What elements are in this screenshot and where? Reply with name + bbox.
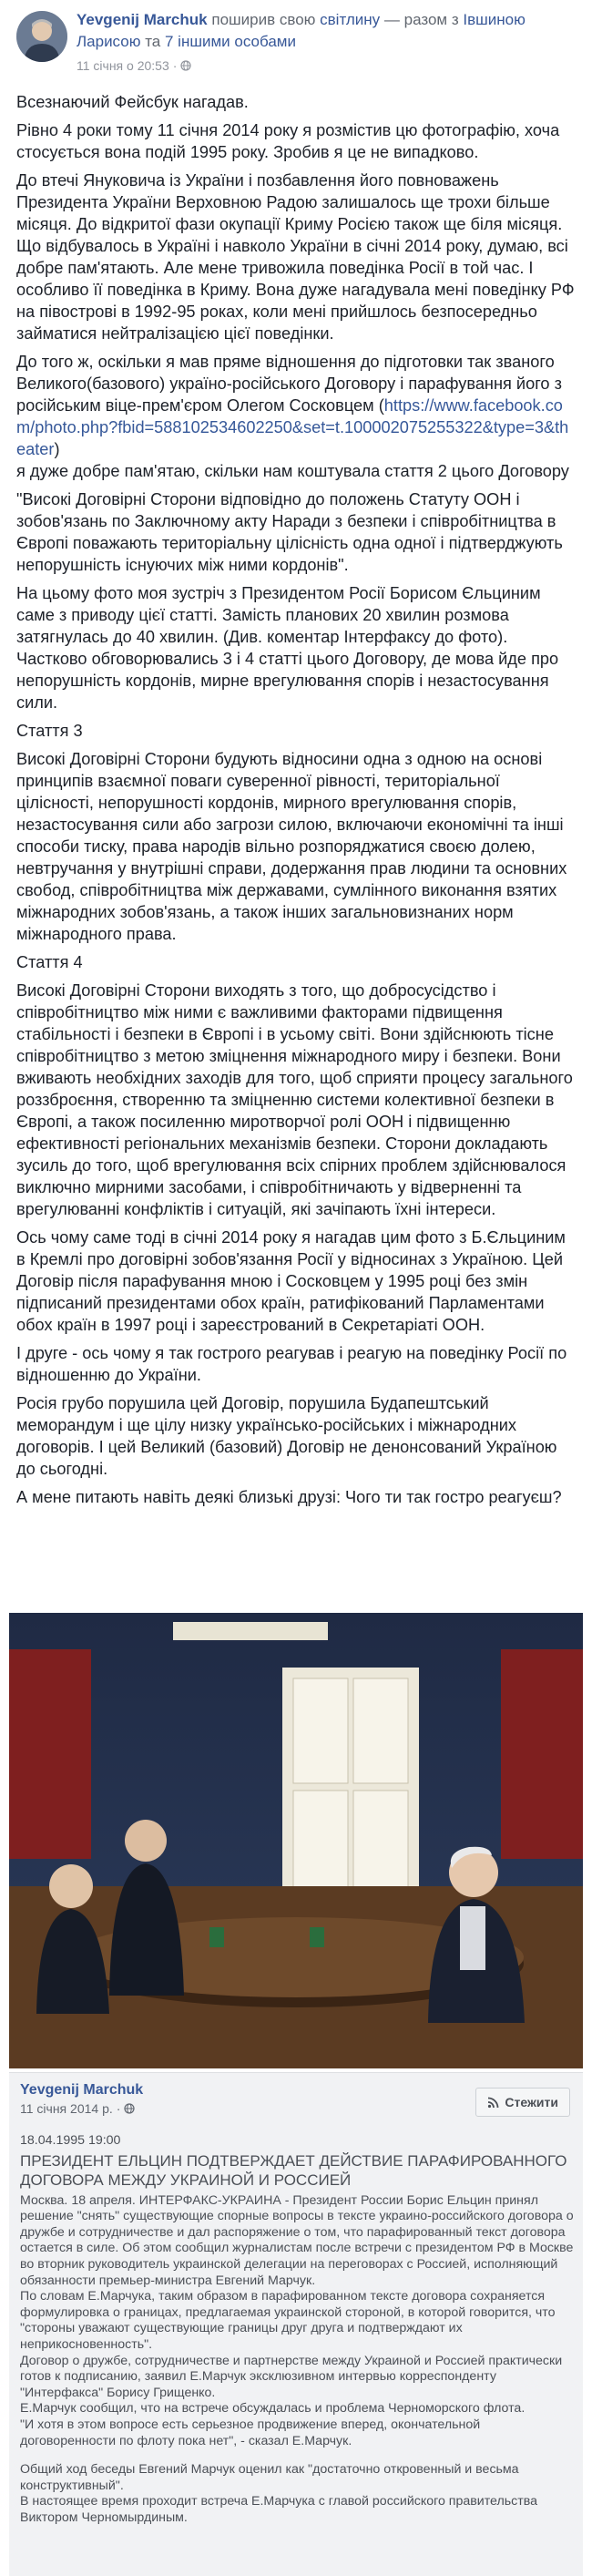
- article-heading: Стаття 4: [16, 953, 83, 971]
- post-paragraph: На цьому фото моя зустріч з Президентом Росії Борисом Єльциним саме з приводу цієї статті. Замість планових 20 хвилин розмова затягнулась до 40 хвилин. (Див. коментар Інтерфаксу до фото). Частково обговорювались 3 і 4 статті цього Договору, де мова йде про непорушність кордонів, мирне врегулювання спорів і незастосування сили.: [16, 584, 559, 712]
- header-text: [77, 9, 577, 77]
- news-text: [20, 2133, 574, 2526]
- news-paragraph: Общий ход беседы Евгений Марчук оценил как "достаточно откровенный и весьма конструктивный".: [20, 2462, 519, 2493]
- shared-news-card: [9, 2072, 583, 2576]
- news-gap: [20, 2449, 574, 2462]
- post-paragraph-with-link: [16, 351, 576, 482]
- url-close-paren: ): [54, 440, 60, 458]
- post-paragraph: "Високі Договірні Сторони відповідно до положень Статуту ООН і зобов'язань по Заключному акту Наради з безпеки і співробітництва в Європі поважають територіальну цілісність одна одної і підтверджують непорушність існуючих між ними кордонів".: [16, 490, 563, 574]
- news-paragraph: Е.Марчук сообщил, что на встрече обсуждалась и проблема Черноморского флота.: [20, 2401, 526, 2417]
- post-paragraph: І друге - ось чому я так гострого реагував і реагую на поведінку Росії по відношенню до України.: [16, 1344, 567, 1384]
- post-paragraph: Рівно 4 роки тому 11 січня 2014 року я розмістив цю фотографію, хоча стосується вона подій 1995 року. Зробив я це не випадково.: [16, 121, 560, 161]
- post-meta: [77, 55, 577, 77]
- news-paragraph: "И хотя в этом вопросе есть серьезное продвижение вперед, окончательной договоренности по флоту пока нет", - сказал Е.Марчук.: [20, 2417, 481, 2448]
- shared-author-name[interactable]: Yevgenij Marchuk: [20, 2082, 144, 2098]
- follow-button[interactable]: [475, 2088, 570, 2117]
- post-paragraph: Ось чому саме тоді в січні 2014 року я нагадав цим фото з Б.Єльциним в Кремлі про договірні зобов'язання Росії у відносинах з Україною. Цей Договір після парафування мною і Сосковцем у 1995 році без змін підписаний президентами обох країн, ратифікований Парламентами обох країн в 1997 році і зареєстрований в Секретаріаті ООН.: [16, 1228, 566, 1334]
- post-paragraph-text: До того ж, оскільки я мав пряме відношення до підготовки так званого Великого(базового) україно-російського Договору і парафування його з російським віце-прем'єром Олегом Сосковцем (: [16, 353, 562, 415]
- avatar[interactable]: [16, 11, 67, 62]
- post-header: [16, 5, 581, 87]
- author-name[interactable]: Yevgenij Marchuk: [77, 11, 208, 28]
- together-text: — разом з: [383, 11, 459, 28]
- news-headline: ПРЕЗИДЕНТ ЕЛЬЦИН ПОДТВЕРЖДАЕТ ДЕЙСТВИЕ ПАРАФИРОВАННОГО ДОГОВОРА МЕЖДУ УКРАИНОЙ И РОССИЕЙ: [20, 2151, 567, 2189]
- article-heading: Стаття 3: [16, 722, 83, 740]
- follow-label: Стежити: [505, 2095, 558, 2109]
- post-paragraph: А мене питають навіть деякі близькі друзі: Чого ти так гостро реагуєш?: [16, 1488, 562, 1506]
- meta-separator: ·: [172, 58, 178, 73]
- others-link[interactable]: 7 іншими особами: [165, 33, 296, 50]
- post-photo[interactable]: [9, 1613, 583, 2068]
- avatar-photo: [16, 11, 67, 62]
- share-action-text: поширив свою: [211, 11, 316, 28]
- post-timestamp[interactable]: 11 січня о 20:53: [77, 58, 169, 73]
- post-paragraph: Росія грубо порушила цей Договір, порушила Будапештський меморандум і ще цілу низку українсько-російських і міжнародних договорів. І цей Великий (базовий) Договір не денонсований Україною до сьогодні.: [16, 1394, 557, 1478]
- shared-date[interactable]: 11 січня 2014 р.: [20, 2101, 113, 2116]
- post-body: [16, 91, 576, 1514]
- post-paragraph: Високі Договірні Сторони будують відносини одна з одною на основі принципів взаємної поваги суверенної рівності, територіальної цілісності, непорушності кордонів, мирного врегулювання спорів, незастосування сили або загрози силою, включаючи економічні та інші способи тиску, права народів вільно розпоряджатися своєю долею, невтручання у внутрішні справи, додержання прав людини та основних свобод, співробітництва між державами, сумлінного виконання взятих міжнародних зобов'язань, а також інших загальновизнаних норм міжнародного права.: [16, 750, 567, 943]
- news-datetime: 18.04.1995 19:00: [20, 2133, 121, 2148]
- photo-link[interactable]: світлину: [320, 11, 381, 28]
- post-paragraph: Високі Договірні Сторони виходять з того, що добросусідство і співробітництво між ними є важливими факторами підвищення стабільності і безпеки в Європі і в усьому світі. Вони здійснюють тісне співробітництво з метою зміцнення міжнародного миру і безпеки. Вони вживають необхідних заходів для того, щоб сприяти процесу загального роззброєння, створенню та зміцненню системи колективної безпеки в Європі, а також посиленню миротворчої ролі ООН і підвищенню ефективності регіональних механізмів безпеки. Сторони докладають зусиль до того, щоб врегулювання всіх спірних проблем здійснювалося виключно мирними засобами, і співробітничають у відверненні та врегулюванні конфліктів і ситуацій, які зачіпають їхні інтереси.: [16, 981, 573, 1218]
- tagged-person-link[interactable]: Івшиною Ларисою: [77, 11, 526, 50]
- globe-icon[interactable]: [180, 60, 191, 71]
- rss-icon: [487, 2097, 499, 2109]
- post-paragraph: До втечі Януковича із України і позбавлення його повноважень Президента України Верховною Радою залишалось ще трохи більше місяця. До відкритої фази окупації Криму Росією також ще біля місяця. Що відбувалось в Україні і навколо України в січні 2014 року, думаю, всі добре пам'ятають. Але мене тривожила поведінка Росії в той час. І особливо її поведінка в Криму. Вона дуже нагадувала мені поведінку РФ на півострові в 1992-95 роках, коли мені прийшлось безпосередньо займатися нейтралізацією цієї поведінки.: [16, 171, 575, 343]
- news-paragraph: По словам Е.Марчука, таким образом в парафированном тексте договора сохраняется формулировка о границах, предлагаемая украинской стороной, в которой говорится, что "стороны уважают существующие границы друг друга и подтверждают их неприкосновенность".: [20, 2289, 556, 2352]
- post-paragraph: Всезнаючий Фейсбук нагадав.: [16, 93, 249, 111]
- shared-separator: ·: [116, 2101, 121, 2116]
- news-paragraph: В настоящее время проходит встреча Е.Марчука с главой российского правительства Виктором Черномырдиным.: [20, 2494, 537, 2525]
- news-paragraph: Договор о дружбе, сотрудничестве и партнерстве между Украиной и Россией практически готов к подписанию, заявил Е.Марчук эксклюзивном интервью корреспонденту "Интерфакса" Борису Грищенко.: [20, 2353, 563, 2400]
- and-text: та: [145, 33, 161, 50]
- post-paragraph-text: я дуже добре пам'ятаю, скільки нам коштувала стаття 2 цього Договору: [16, 462, 569, 480]
- photo-url-link[interactable]: https://www.facebook.com/photo.php?fbid=588102534602250&set=t.100002075255322&type=3&theater: [16, 396, 569, 458]
- globe-icon: [124, 2103, 135, 2114]
- news-paragraph: Москва. 18 апреля. ИНТЕРФАКС-УКРАИНА - Президент России Борис Ельцин принял решение "снять" существующие спорные вопросы в тексте украино-российского договора о дружбе и сотрудничестве и дал распоряжение о том, что парафированный текст договора остается в силе. Об этом сообщил журналистам после встречи с президентом РФ в Москве во вторник руководитель украинской делегации на переговорах с Россией, исполняющий обязанности премьер-министра Евгений Марчук.: [20, 2192, 574, 2288]
- kremlin-meeting-photo: [9, 1613, 583, 2068]
